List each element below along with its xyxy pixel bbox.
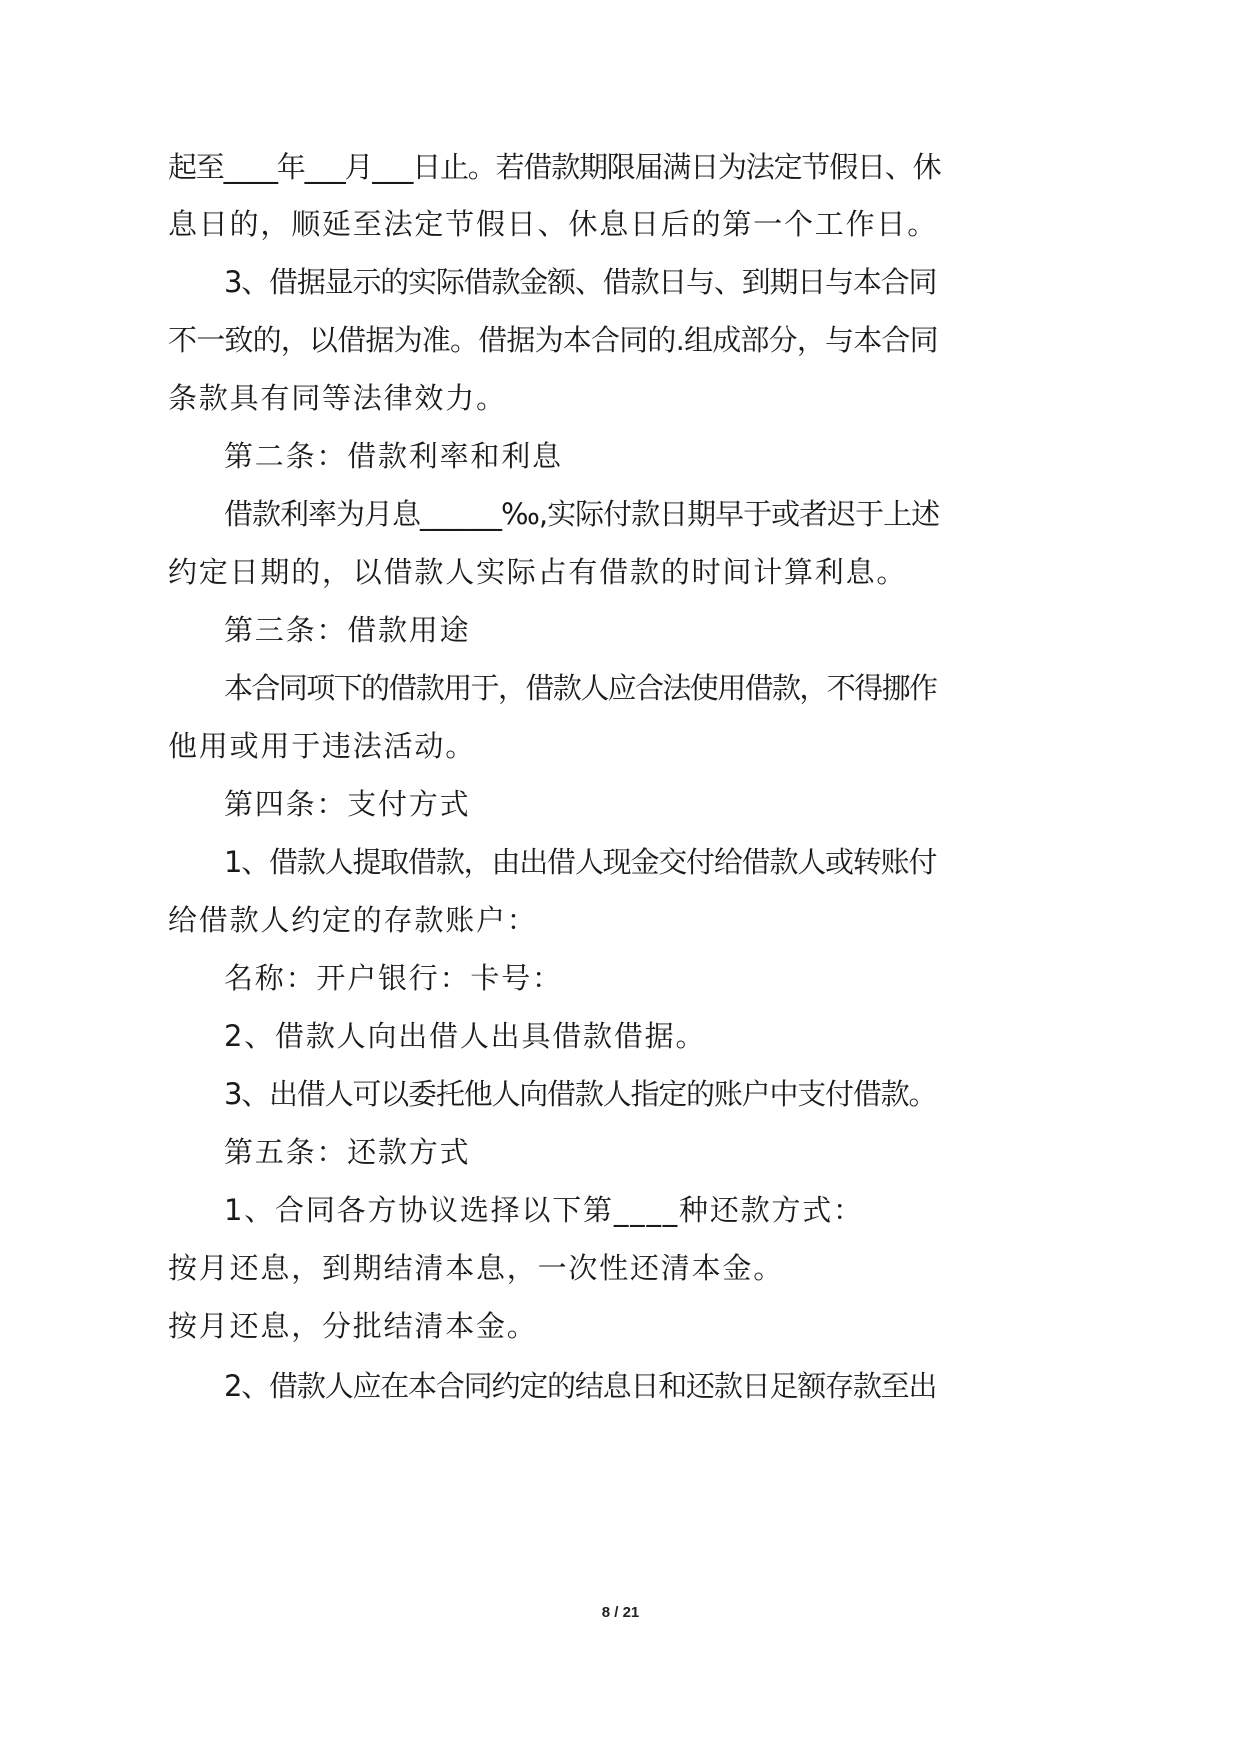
text-line: 本合同项下的借款用于，借款人应合法使用借款，不得挪作 [224, 671, 937, 705]
text-line: 条款具有同等法律效力。 [168, 381, 507, 415]
text-line: 借款利率为月息______‰,实际付款日期早于或者迟于上述 [224, 497, 940, 531]
text-line: 按月还息，到期结清本息，一次性还清本金。 [168, 1251, 785, 1285]
section-heading: 第五条：还款方式 [224, 1135, 471, 1169]
section-heading: 第二条：借款利率和利息 [224, 439, 563, 473]
text-line: 1、借款人提取借款，由出借人现金交付给借款人或转账付 [224, 845, 937, 879]
section-heading: 第四条：支付方式 [224, 787, 471, 821]
text-line: 名称：开户银行：卡号： [224, 961, 563, 995]
section-heading: 第三条：借款用途 [224, 613, 471, 647]
text-line: 1、合同各方协议选择以下第____种还款方式： [224, 1193, 864, 1227]
text-line: 约定日期的，以借款人实际占有借款的时间计算利息。 [168, 555, 908, 589]
text-line: 起至____年___月___日止。若借款期限届满日为法定节假日、休 [168, 150, 941, 184]
text-line: 给借款人约定的存款账户： [168, 903, 538, 937]
text-line: 2、借款人向出借人出具借款借据。 [224, 1019, 707, 1053]
text-line: 他用或用于违法活动。 [168, 729, 477, 763]
text-line: 3、借据显示的实际借款金额、借款日与、到期日与本合同 [224, 265, 937, 299]
text-line: 不一致的，以借据为准。借据为本合同的.组成部分，与本合同 [168, 323, 938, 357]
text-line: 息日的，顺延至法定节假日、休息日后的第一个工作日。 [168, 207, 939, 241]
text-line: 按月还息，分批结清本金。 [168, 1309, 538, 1343]
text-line: 3、出借人可以委托他人向借款人指定的账户中支付借款。 [224, 1077, 937, 1111]
text-line: 2、借款人应在本合同约定的结息日和还款日足额存款至出 [224, 1369, 937, 1403]
page-number: 8 / 21 [601, 1604, 640, 1621]
